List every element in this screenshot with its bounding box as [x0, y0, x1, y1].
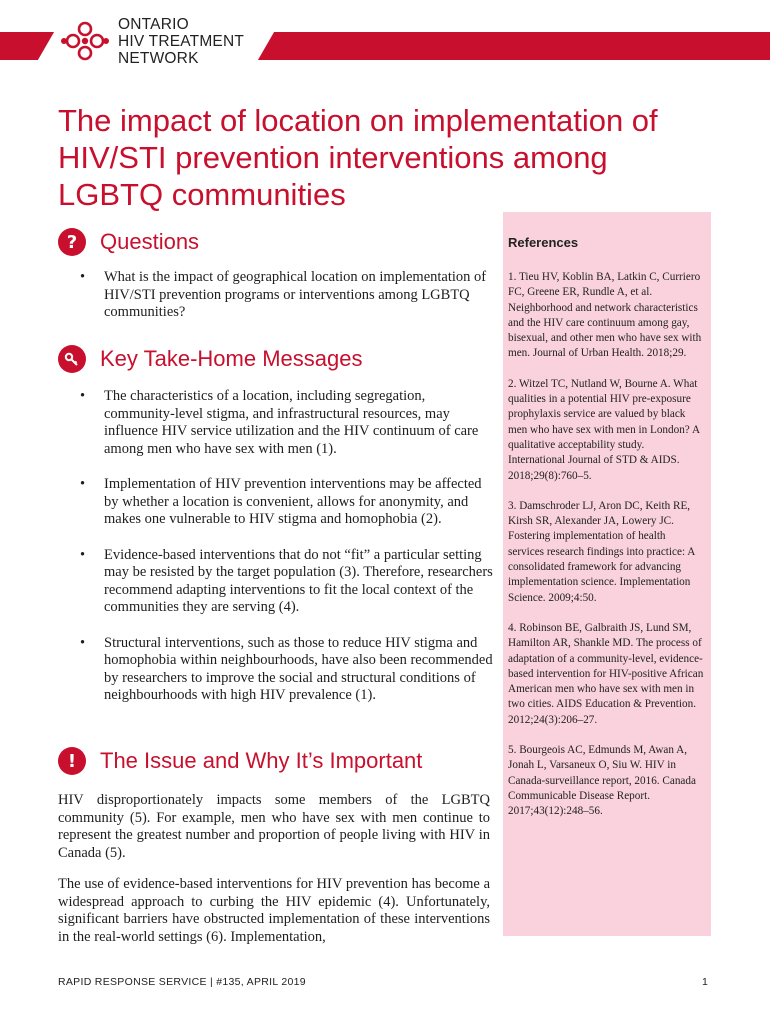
takehome-list	[58, 388, 498, 723]
list-item: • Evidence-based interventions that do not “fit” a particular setting may be resisted by the target population (3). Therefore, researchers recommend adapting interventions to fit the local context of the communities they are serving (4).	[58, 547, 498, 617]
references-heading: References	[508, 235, 579, 250]
references-list	[508, 270, 704, 835]
issue-heading-text: The Issue and Why It’s Important	[100, 748, 423, 773]
page-number: 1	[702, 976, 708, 988]
questions-heading-text: Questions	[100, 229, 200, 254]
reference-item: 2. Witzel TC, Nutland W, Bourne A. What qualities in a potential HIV pre-exposure prophylaxis service are valued by black men who have sex with men in London? A qualitative acceptability study. International Journal of STD & AIDS. 2018;29(8):760–5.	[508, 377, 700, 482]
footer-text: RAPID RESPONSE SERVICE | #135, APRIL 2019	[58, 976, 306, 988]
org-line-3: NETWORK	[118, 50, 199, 67]
organization-name	[118, 16, 244, 67]
reference-item: 5. Bourgeois AC, Edmunds M, Awan A, Jonah L, Varsaneux O, Siu W. HIV in Canada-surveillance report, 2016. Canada Communicable Disease Report. 2017;43(12):248–56.	[508, 744, 696, 818]
page-title: The impact of location on implementation of HIV/STI prevention interventions among LGBTQ communities	[58, 103, 658, 212]
reference-item: 1. Tieu HV, Koblin BA, Latkin C, Curriero FC, Greene ER, Rundle A, et al. Neighborhood and network characteristics and the HIV care continuum among gay, bisexual, and other men who have sex with men. Journal of Urban Health. 2018;29.	[508, 271, 702, 360]
list-item: • Implementation of HIV prevention interventions may be affected by whether a location is convenient, allows for anonymity, and makes one vulnerable to HIV stigma and homophobia (2).	[58, 476, 498, 529]
takehome-heading	[58, 345, 363, 373]
org-line-1: ONTARIO	[118, 16, 189, 33]
list-item: • What is the impact of geographical location on implementation of HIV/STI prevention programs or interventions among LGBTQ communities?	[58, 269, 498, 322]
org-line-2: HIV TREATMENT	[118, 33, 245, 50]
question-icon: ?	[58, 228, 86, 256]
key-icon	[58, 345, 86, 373]
reference-item: 3. Damschroder LJ, Aron DC, Keith RE, Kirsh SR, Alexander JA, Lowery JC. Fostering implementation of health services research findings into practice: A consolidated framework for advancing implementation science. Implementation Science. 2009;4:50.	[508, 499, 695, 604]
list-item: • Structural interventions, such as those to reduce HIV stigma and homophobia within neighbourhoods, have also been recommended by researchers to improve the social and structural conditions of neighbourhoods with high HIV prevalence (1).	[58, 635, 498, 705]
list-item: • The characteristics of a location, including segregation, community-level stigma, and infrastructural resources, may influence HIV service utilization and the HIV continuum of care among men who have sex with men (1).	[58, 388, 498, 458]
issue-paragraph-1: HIV disproportionately impacts some members of the LGBTQ community (5). For example, men who have sex with men continue to represent the greatest number and proportion of people living with HIV in Canada (5).	[58, 792, 490, 861]
takehome-heading-text: Key Take-Home Messages	[100, 346, 363, 371]
exclamation-icon: !	[58, 747, 86, 775]
ohtn-logo-icon	[60, 16, 110, 66]
issue-paragraph-2: The use of evidence-based interventions for HIV prevention has become a widespread approach to curbing the HIV epidemic (4). Unfortunately, significant barriers have obstructed implementation of these interventions in the real-world settings (6). Implementation,	[58, 876, 490, 945]
questions-list	[58, 269, 498, 340]
issue-heading	[58, 747, 422, 775]
questions-heading	[58, 228, 199, 256]
reference-item: 4. Robinson BE, Galbraith JS, Lund SM, Hamilton AR, Shankle MD. The process of adaptation of a community-level, evidence-based intervention for HIV-positive African American men who have sex with men in two cities. AIDS Education & Prevention. 2012;24(3):206–27.	[508, 621, 704, 726]
